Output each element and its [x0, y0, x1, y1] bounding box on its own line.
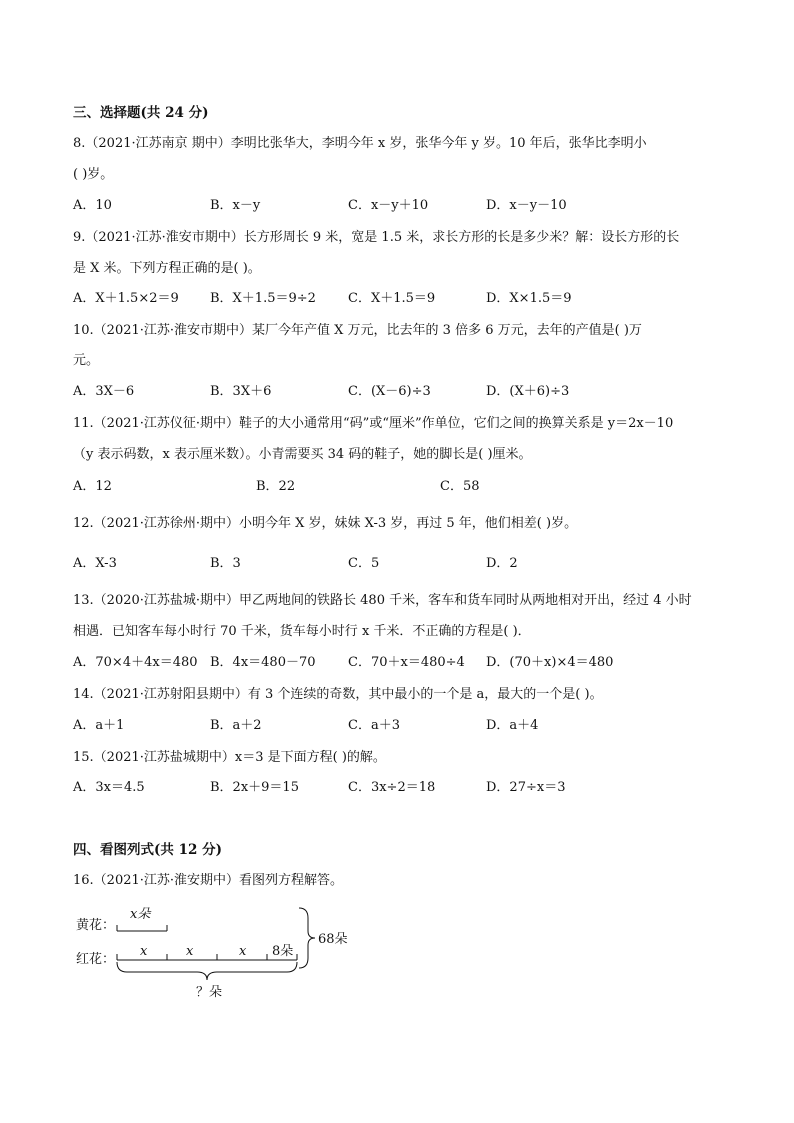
eight-duo-label: 8朵 [272, 944, 294, 959]
yellow-segment [117, 925, 167, 931]
x-label: x [140, 944, 148, 959]
x-duo-label: x朵 [130, 907, 151, 922]
option-b: B．a＋2 [210, 718, 262, 733]
option-b: B．22 [256, 479, 296, 494]
question-10-line1: 10.（2021·江苏·淮安市期中）某厂今年产值 X 万元，比去年的 3 倍多 6 万元，去年的产值是( )万 [73, 323, 642, 338]
question-8-line1: 8.（2021·江苏南京 期中）李明比张华大，李明今年 x 岁，张华今年 y 岁。10 年后，张华比李明小 [73, 136, 647, 151]
question-8-line2: ( )岁。 [73, 167, 114, 182]
option-d: D．a＋4 [486, 718, 539, 733]
option-a: A．10 [73, 198, 112, 213]
total-label: 68朵 [318, 932, 348, 947]
section-title: 三、选择题(共 24 分) [73, 105, 209, 121]
bottom-brace [117, 962, 297, 980]
option-b: B．3 [210, 556, 241, 571]
option-c: C．3x÷2＝18 [348, 780, 436, 795]
yellow-flower-label: 黄花： [76, 918, 116, 933]
option-c: C．a＋3 [348, 718, 400, 733]
question-15-line1: 15.（2021·江苏盐城期中）x＝3 是下面方程( )的解。 [73, 750, 386, 765]
red-flower-label: 红花： [76, 952, 116, 967]
question-10-line2: 元。 [73, 353, 100, 368]
option-c: C．58 [440, 479, 480, 494]
option-a: A．3x＝4.5 [73, 780, 145, 795]
option-a: A．70×4＋4x＝480 [73, 655, 198, 670]
option-b: B．X＋1.5＝9÷2 [210, 291, 316, 306]
option-b: B．x－y [210, 198, 261, 213]
question-13-line2: 相遇．已知客车每小时行 70 千米，货车每小时行 x 千米．不正确的方程是( )． [73, 624, 531, 639]
option-c: C．x－y＋10 [348, 198, 429, 213]
question-14-line1: 14.（2021·江苏射阳县期中）有 3 个连续的奇数，其中最小的一个是 a，最大的一个是( )。 [73, 687, 603, 702]
option-c: C．70＋x＝480÷4 [348, 655, 465, 670]
question-11-line1: 11.（2021·江苏仪征·期中）鞋子的大小通常用“码”或“厘米”作单位，它们之间的换算关系是 y＝2x－10 [73, 416, 674, 431]
option-c: C．X＋1.5＝9 [348, 291, 436, 306]
x-label: x [239, 944, 247, 959]
section-title: 四、看图列式(共 12 分) [73, 842, 222, 858]
option-d: D．(X＋6)÷3 [486, 384, 570, 399]
question-13-line1: 13.（2020·江苏盐城·期中）甲乙两地间的铁路长 480 千米，客车和货车同时从两地相对开出，经过 4 小时 [73, 593, 692, 608]
question-9-line1: 9.（2021·江苏·淮安市期中）长方形周长 9 米，宽是 1.5 米，求长方形的长是多少米？解：设长方形的长 [73, 230, 680, 245]
question-9-line2: 是 X 米。下列方程正确的是( )。 [73, 261, 261, 276]
option-d: D．27÷x＝3 [486, 780, 566, 795]
option-d: D．(70＋x)×4＝480 [486, 655, 614, 670]
option-a: A．X＋1.5×2＝9 [73, 291, 179, 306]
unknown-total-label: ？朵 [196, 985, 223, 1000]
option-b: B．2x＋9＝15 [210, 780, 299, 795]
option-a: A．X-3 [73, 556, 117, 571]
right-brace [299, 908, 315, 968]
option-a: A．3X－6 [73, 384, 135, 399]
question-11-line2: （y 表示码数，x 表示厘米数）。小青需要买 34 码的鞋子，她的脚长是( )厘米。 [73, 447, 532, 462]
x-label: x [186, 944, 194, 959]
option-c: C．5 [348, 556, 380, 571]
option-a: A．12 [73, 479, 112, 494]
option-a: A．a＋1 [73, 718, 125, 733]
option-d: D．X×1.5＝9 [486, 291, 572, 306]
question-16-text: 16.（2021·江苏·淮安期中）看图列方程解答。 [73, 873, 344, 888]
option-c: C．(X－6)÷3 [348, 384, 431, 399]
option-d: D．2 [486, 556, 518, 571]
option-b: B．3X＋6 [210, 384, 272, 399]
line-segment-diagram [70, 900, 370, 1005]
question-12-line1: 12.（2021·江苏徐州·期中）小明今年 X 岁，妹妹 X-3 岁，再过 5 年，他们相差( )岁。 [73, 516, 578, 531]
option-b: B．4x＝480－70 [210, 655, 316, 670]
option-d: D．x－y－10 [486, 198, 567, 213]
